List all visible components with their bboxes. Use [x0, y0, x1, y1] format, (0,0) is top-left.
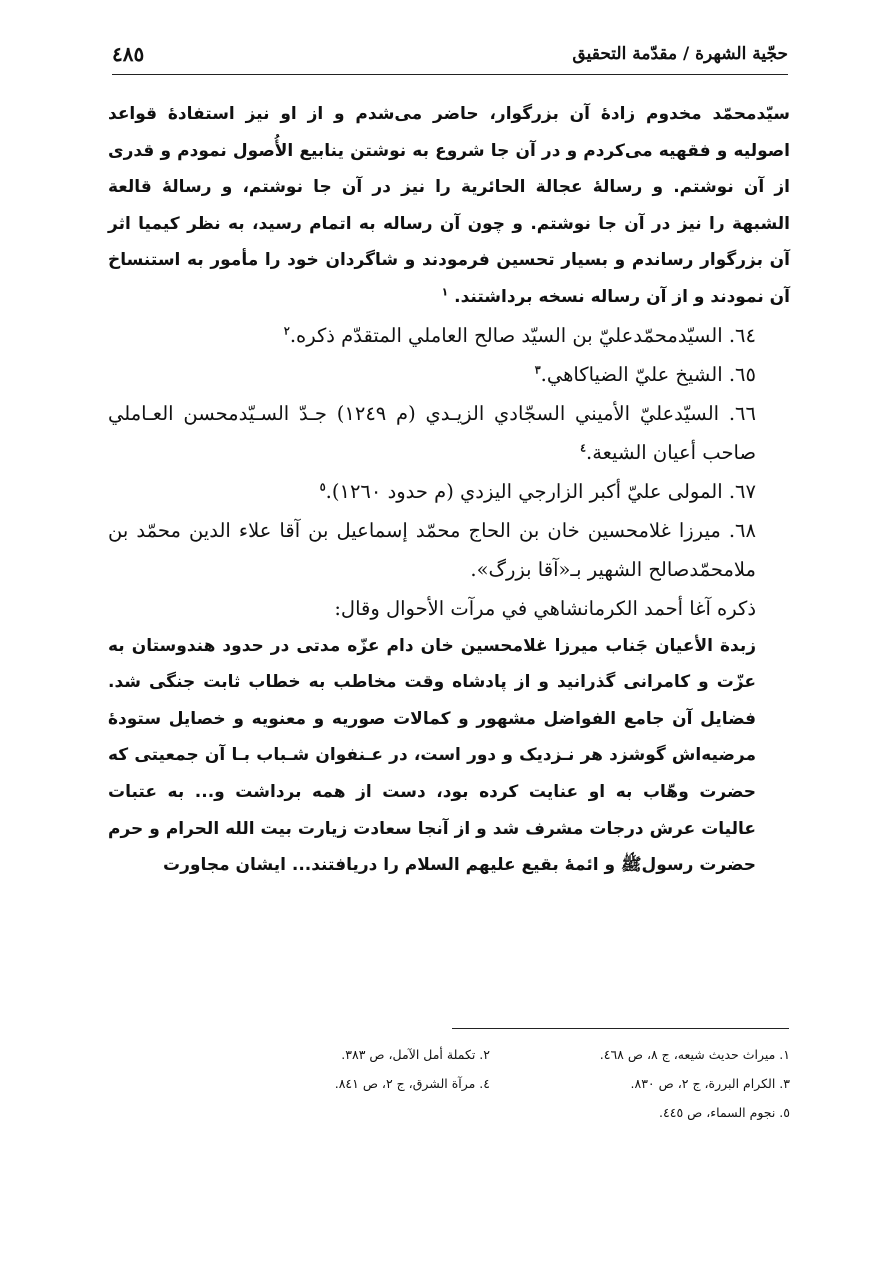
persian-quote [108, 628, 790, 884]
quote-text: زبدة الأعيان جَناب ميرزا غلامحسین خان دام عزّه مدتی در حدود هندوستان به عزّت و كامرانی گذرانید و از پادشاه وقت مخاطب به خطاب ثابت جنگی شد. فضایل آن جامع الفواضل مشهور و كمالات صوریه و معنویه و خصایل ستودهٔ مرضیه‌اش گوشزد هر نـزدیک و دور است، در عـنفوان شـباب بـا آن جمعیتی كه حضرت وهّاب به او عنایت كرده بود، دست از همه برداشت و... به عتبات عالیات عرش درجات مشرف شد و از آنجا سعادت زیارت بیت الله الحرام و حرم حضرت رسولﷺ و ائمهٔ بقیع عليهم السلام را دریافتند... ایشان مجاورت [108, 635, 756, 876]
footnote-separator [452, 1028, 789, 1029]
paragraph-text: سيّدمحمّد مخدوم زادهٔ آن بزرگوار، حاضر می‌شدم و از او نیز استفادهٔ قواعد اصولیه و فقهیه می‌کردم و در آن جا شروع به نوشتن ینابیع الأُصول نمودم و قدری از آن نوشتم. و رسالهٔ عجالة الحائرية را نیز در آن جا نوشتم، و رسالهٔ قالعة الشبهة را نیز در آن جا نوشتم. و چون آن رساله به اتمام رسید، به نظر کیمیا اثر آن بزرگوار رساندم و بسیار تحسین فرمودند و شاگردان خود را مأمور به استنساخ آن نمودند و از آن رساله نسخه برداشتند. [108, 104, 790, 307]
footnote-ref-3: ٣ [534, 363, 541, 377]
page-number: ٤٨٥ [112, 42, 145, 66]
footnote-row [108, 1040, 790, 1069]
entry-66 [108, 394, 790, 472]
footnote-row [108, 1069, 790, 1098]
footnote-4: ٤. مرآة الشرق، ج ٢، ص ٨٤١. [334, 1076, 490, 1091]
footnote-ref-1: ١ [441, 285, 449, 299]
footnote-row [108, 1098, 790, 1127]
footnote-ref-2: ٢ [283, 324, 290, 338]
entry-text: ٦٤. السيّدمحمّدعليّ بن السيّد صالح العاملي المتقدّم ذكره. [289, 323, 756, 347]
quote-intro [108, 589, 790, 628]
page-header [112, 40, 788, 75]
footnote-ref-4: ٤ [580, 441, 586, 455]
entry-text: ٦٨. ميرزا غلامحسين خان بن الحاج محمّد إسماعيل بن آقا علاء الدين محمّد بن ملامحمّدصالح الشهير بـ«آقا بزرگ». [108, 518, 756, 581]
persian-paragraph-1 [108, 96, 790, 316]
entry-68 [108, 511, 790, 589]
entry-67 [108, 472, 790, 511]
entry-64 [108, 316, 790, 355]
entry-65 [108, 355, 790, 394]
entry-text: ٦٥. الشيخ عليّ الضياكاهي. [540, 362, 756, 386]
entry-text: ٦٧. المولى عليّ أكبر الزارجي اليزدي (م حدود ١٢٦٠). [325, 479, 756, 503]
footnote-1: ١. ميراث حديث شيعه، ج ٨، ص ٤٦٨. [599, 1047, 790, 1062]
entry-text: ٦٦. السيّدعليّ الأميني السجّادي الزيـدي (م ١٢٤٩) جـدّ السـيّدمحسن العـاملي صاحب أعيان الشيعة. [108, 401, 756, 464]
main-text [108, 96, 790, 884]
running-title: حجّية الشهرة / مقدّمة التحقيق [572, 44, 788, 64]
footnotes [108, 1040, 790, 1127]
intro-text: ذكره آغا أحمد الكرمانشاهي في مرآت الأحوال وقال: [334, 596, 756, 620]
footnote-2: ٢. تكملة أمل الآمل، ص ٣٨٣. [341, 1047, 490, 1062]
footnote-ref-5: ٥ [319, 480, 326, 494]
footnote-5: ٥. نجوم السماء، ص ٤٤٥. [659, 1105, 790, 1120]
footnote-3: ٣. الكرام البررة، ج ٢، ص ٨٣٠. [630, 1076, 790, 1091]
